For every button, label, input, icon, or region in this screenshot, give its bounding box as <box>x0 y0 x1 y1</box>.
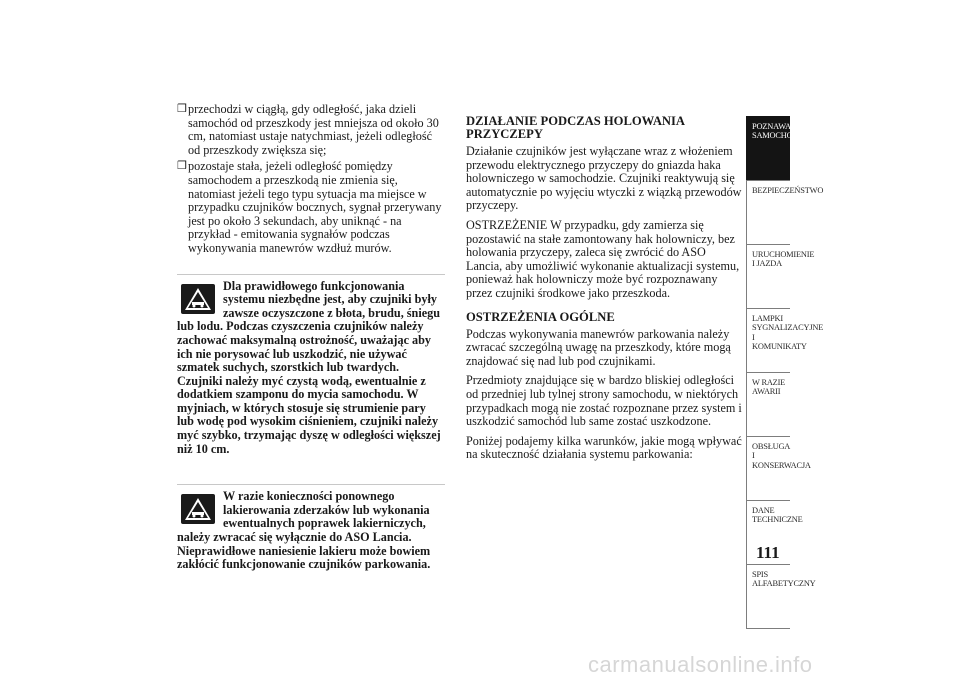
tabs-divider <box>746 628 790 629</box>
tab-w-razie-awarii[interactable]: W RAZIE AWARII <box>746 372 790 436</box>
paragraph: Poniżej podajemy kilka warunków, jakie mogą wpływać na skuteczność działania systemu parkowania: <box>466 433 742 462</box>
tab-obsluga-i-konserwacja[interactable]: OBSŁUGA I KONSERWACJA <box>746 436 790 500</box>
tab-bezpieczenstwo[interactable]: BEZPIECZEŃSTWO <box>746 180 790 244</box>
section-title-general: OSTRZEŻENIA OGÓLNE <box>466 309 615 324</box>
tab-uruchomienie-i-jazda[interactable]: URUCHOMIENIE I JAZDA <box>746 244 790 308</box>
warning-triangle-icon <box>181 284 215 314</box>
paragraph: OSTRZEŻENIE W przypadku, gdy zamierza się pozostawić na stałe zamontowany hak holowniczy, bez holowania przyczepy, zaleca się zwrócić do ASO Lancia, aby umożliwić wykonanie aktualizacji systemu, ponieważ hak holowniczy może być rozpoznawany przez czujniki środkowe jako przeszkoda. <box>466 217 740 300</box>
warning-box <box>177 484 445 572</box>
tab-poznawanie-samochodu[interactable]: POZNAWANIE SAMOCHODU <box>746 116 790 180</box>
warning-box <box>177 274 445 457</box>
bullet-text: pozostaje stała, jeżeli odległość pomiędzy samochodem a przeszkodą nie zmienia się, natomiast jeżeli tego typu sytuacja ma miejsce w przypadku czujników bocznych, sygnał przerywany jest po około 3 sekundach, aby uniknąć - na przykład - emitowania sygnałów podczas wykonywania manewrów wzdłuż murów. <box>188 159 442 255</box>
right-column <box>466 115 742 468</box>
warning-text: W razie konieczności ponownego lakierowania zderzaków lub wykonania ewentualnych poprawek lakierniczych, należy zwracać się wyłącznie do ASO Lancia. Nieprawidłowe naniesienie lakieru może bowiem zakłócić funkcjonowanie czujników parkowania. <box>177 489 431 572</box>
page-number: 111 <box>756 543 780 562</box>
section-title-towing: DZIAŁANIE PODCZAS HOLOWANIA PRZYCZEPY <box>466 114 685 141</box>
bullet-item <box>177 103 445 157</box>
left-column <box>177 103 445 572</box>
tab-dane-techniczne[interactable]: DANE TECHNICZNE <box>746 500 790 564</box>
paragraph: Działanie czujników jest wyłączane wraz z włożeniem przewodu elektrycznego przyczepy do gniazda haka holowniczego w samochodzie. Czujniki reaktywują się automatycznie po wyjęciu wtyczki z wiązką przewodów przyczepy. <box>466 144 742 213</box>
tab-lampki-sygnalizacyjne[interactable]: LAMPKI SYGNALIZACYJNE I KOMUNIKATY <box>746 308 790 372</box>
warning-triangle-icon <box>181 494 215 524</box>
bullet-text: przechodzi w ciągłą, gdy odległość, jaka dzieli samochód od przeszkody jest mniejsza od około 30 cm, natomiast ustaje natychmiast, jeżeli odległość od przeszkody zwiększa się; <box>188 102 439 157</box>
checkbox-bullet-icon: ❒ <box>177 160 187 173</box>
watermark: carmanualsonline.info <box>588 652 813 677</box>
checkbox-bullet-icon: ❒ <box>177 103 187 115</box>
paragraph: Przedmioty znajdujące się w bardzo bliskiej odległości od przedniej lub tylnej strony samochodu, w niektórych przypadkach mogą nie zostać rozpoznane przez system i uszkodzić samochód lub same zostać uszkodzone. <box>466 373 742 429</box>
tab-spis-alfabetyczny[interactable]: SPIS ALFABETYCZNY <box>746 564 790 628</box>
bullet-item <box>177 160 445 255</box>
paragraph: Podczas wykonywania manewrów parkowania należy zwracać szczególną uwagę na przeszkody, które mogą znajdować się nad lub pod czujnikami. <box>466 326 731 368</box>
warning-text: Dla prawidłowego funkcjonowania systemu niezbędne jest, aby czujniki były zawsze oczyszczone z błota, brudu, śniegu lub lodu. Podczas czyszczenia czujników należy zachować maksymalną ostrożność, uważając aby ich nie porysować lub uszkodzić, nie używać szmatek suchych, szorstkich lub twardych. Czujniki należy myć czystą wodą, ewentualnie z dodatkiem szamponu do mycia samochodu. W myjniach, w których stosuje się strumienie pary lub wodę pod wysokim ciśnieniem, czujniki należy myć szybko, trzymając dyszę w odległości większej niż 10 cm. <box>177 278 441 456</box>
